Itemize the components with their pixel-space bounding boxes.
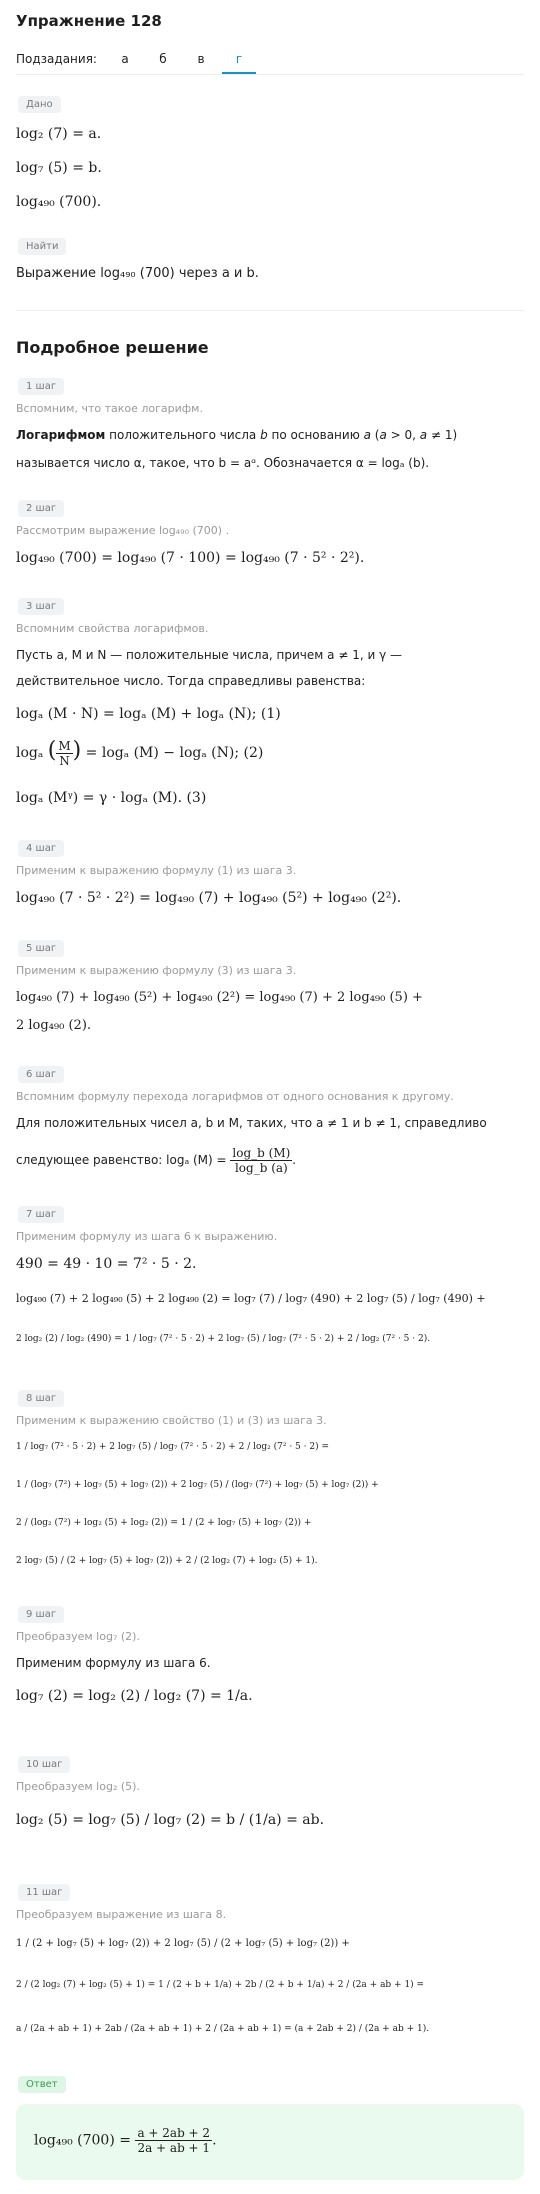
step-6-frac	[230, 1146, 292, 1175]
step-10-hint: Преобразуем log₂ (5).	[16, 1780, 140, 1793]
term-bold: Логарифмом	[16, 428, 106, 442]
given-line-3: log₄₉₀ (700).	[16, 194, 102, 210]
answer-num: a + 2ab + 2	[137, 2126, 211, 2140]
tab-v[interactable]: в	[197, 52, 205, 66]
step-1-text-1-rest: положительного числа b по основанию a (a > 0, a ≠ 1)	[105, 428, 458, 442]
step-9-formula: log₇ (2) = log₂ (2) / log₂ (7) = 1/a.	[16, 1688, 253, 1704]
step-5-badge: 5 шаг	[18, 940, 64, 957]
f2-frac	[56, 739, 72, 768]
step-10-badge: 10 шаг	[18, 1756, 70, 1773]
tab-a[interactable]: а	[121, 52, 129, 66]
step-11-badge: 11 шаг	[18, 1884, 70, 1901]
tab-b[interactable]: б	[159, 52, 167, 66]
step-2-hint: Рассмотрим выражение log₄₉₀ (700) .	[16, 524, 230, 537]
step-1-badge: 1 шаг	[18, 378, 64, 395]
find-text: Выражение log₄₉₀ (700) через a и b.	[16, 266, 259, 281]
step-6-text-1: Для положительных чисел a, b и M, таких, что a ≠ 1 и b ≠ 1, справедливо	[16, 1116, 487, 1130]
f2-right: = logₐ (M) − logₐ (N); (2)	[85, 745, 264, 761]
step-3-hint: Вспомним свойства логарифмов.	[16, 622, 209, 635]
step-8-formula-2: 1 / (log₇ (7²) + log₇ (5) + log₇ (2)) + 2 log₇ (5) / (log₇ (7²) + log₇ (5) + log₇ (2)) +	[16, 1480, 379, 1490]
answer-left: log₄₉₀ (700) =	[34, 2132, 131, 2149]
step-9-badge: 9 шаг	[18, 1606, 64, 1623]
answer-frac	[135, 2126, 212, 2155]
find-badge: Найти	[18, 238, 66, 255]
given-line-1: log₂ (7) = a.	[16, 126, 102, 142]
answer-den: 2a + ab + 1	[137, 2141, 211, 2155]
step-4-badge: 4 шаг	[18, 840, 64, 857]
given-badge: Дано	[18, 96, 61, 113]
section-divider	[16, 310, 524, 311]
solution-title: Подробное решение	[16, 338, 209, 357]
step-2-formula: log₄₉₀ (700) = log₄₉₀ (7 · 100) = log₄₉₀ (7 · 5² · 2²).	[16, 550, 365, 566]
step-8-formula-1: 1 / log₇ (7² · 5 · 2) + 2 log₇ (5) / log₇ (7² · 5 · 2) + 2 / log₂ (7² · 5 · 2) =	[16, 1442, 330, 1452]
answer-box	[16, 2104, 524, 2180]
step-3-formula-2: logₐ ( $\frac{M}{N}$ ) = logₐ (M) − logₐ (N); (2)	[16, 738, 264, 768]
step-3-text-2: действительное число. Тогда справедливы равенства:	[16, 674, 366, 688]
f2-den: N	[59, 753, 70, 768]
step-8-hint: Применим к выражению свойство (1) и (3) из шага 3.	[16, 1414, 327, 1427]
answer-badge: Ответ	[18, 2076, 66, 2093]
subtasks-label: Подзадания:	[16, 52, 97, 66]
step-7-badge: 7 шаг	[18, 1206, 64, 1223]
step-3-text-1: Пусть a, M и N — положительные числа, причем a ≠ 1, и γ —	[16, 648, 402, 662]
step-7-formula-1: 490 = 49 · 10 = 7² · 5 · 2.	[16, 1256, 197, 1272]
step-5-formula-2: 2 log₄₉₀ (2).	[16, 1018, 92, 1033]
step-1-text-2: называется число α, такое, что b = aᵅ. Обозначается α = logₐ (b).	[16, 456, 430, 470]
step-3-formula-1: logₐ (M · N) = logₐ (M) + logₐ (N); (1)	[16, 706, 281, 722]
given-line-2: log₇ (5) = b.	[16, 160, 102, 176]
tabs-divider	[16, 74, 524, 75]
step-6-badge: 6 шаг	[18, 1066, 64, 1083]
step-3-formula-3: logₐ (Mᵞ) = γ · logₐ (M). (3)	[16, 790, 207, 806]
step-11-formula-2: 2 / (2 log₂ (7) + log₂ (5) + 1) = 1 / (2 + b + 1/a) + 2b / (2 + b + 1/a) + 2 / (2a + ab + 1) =	[16, 1980, 425, 1990]
step-7-formula-2: log₄₉₀ (7) + 2 log₄₉₀ (5) + 2 log₄₉₀ (2) = log₇ (7) / log₇ (490) + 2 log₇ (5) / log₇ (490) +	[16, 1292, 486, 1305]
step-2-badge: 2 шаг	[18, 500, 64, 517]
step-6-frac-den: log_b (a)	[234, 1161, 288, 1175]
step-1-text-1	[16, 428, 457, 442]
step-9-text: Применим формулу из шага 6.	[16, 1656, 211, 1670]
step-6-hint: Вспомним формулу перехода логарифмов от одного основания к другому.	[16, 1090, 454, 1103]
step-6-frac-num: log_b (M)	[232, 1146, 291, 1160]
step-7-hint: Применим формулу из шага 6 к выражению.	[16, 1230, 278, 1243]
step-6-text-2: следующее равенство: logₐ (M) = $\frac{\log\_b (M)}{\log\_b (a)}$ .	[16, 1146, 297, 1175]
step-8-formula-3: 2 / (log₂ (7²) + log₂ (5) + log₂ (2)) = 1 / (2 + log₇ (5) + log₇ (2)) +	[16, 1518, 312, 1528]
answer-formula: log₄₉₀ (700) = $\frac{a + 2ab + 2}{2a + ab + 1}$ .	[34, 2126, 217, 2155]
step-11-formula-1: 1 / (2 + log₇ (5) + log₇ (2)) + 2 log₇ (5) / (2 + log₇ (5) + log₇ (2)) +	[16, 1938, 350, 1949]
step-5-formula-1: log₄₉₀ (7) + log₄₉₀ (5²) + log₄₉₀ (2²) = log₄₉₀ (7) + 2 log₄₉₀ (5) +	[16, 990, 423, 1005]
tab-g[interactable]: г	[235, 52, 243, 66]
step-10-formula: log₂ (5) = log₇ (5) / log₇ (2) = b / (1/a) = ab.	[16, 1812, 325, 1828]
step-7-formula-3: 2 log₂ (2) / log₂ (490) = 1 / log₇ (7² · 5 · 2) + 2 log₇ (5) / log₇ (7² · 5 · 2) + 2 / log₂ (7² · 5 · 2).	[16, 1334, 431, 1344]
step-6-text-2-lead: следующее равенство: logₐ (M) =	[16, 1153, 227, 1167]
step-4-hint: Применим к выражению формулу (1) из шага 3.	[16, 864, 297, 877]
step-8-badge: 8 шаг	[18, 1390, 64, 1407]
step-4-formula: log₄₉₀ (7 · 5² · 2²) = log₄₉₀ (7) + log₄₉₀ (5²) + log₄₉₀ (2²).	[16, 890, 402, 906]
step-5-hint: Применим к выражению формулу (3) из шага 3.	[16, 964, 297, 977]
page-title: Упражнение 128	[16, 12, 162, 30]
step-3-badge: 3 шаг	[18, 598, 64, 615]
step-9-hint: Преобразуем log₇ (2).	[16, 1630, 140, 1643]
step-1-hint: Вспомним, что такое логарифм.	[16, 402, 203, 415]
step-11-hint: Преобразуем выражение из шага 8.	[16, 1908, 227, 1921]
step-8-formula-4: 2 log₇ (5) / (2 + log₇ (5) + log₇ (2)) + 2 / (2 log₂ (7) + log₂ (5) + 1).	[16, 1556, 318, 1566]
step-11-formula-3: a / (2a + ab + 1) + 2ab / (2a + ab + 1) + 2 / (2a + ab + 1) = (a + 2ab + 2) / (2a + ab + 1).	[16, 2024, 430, 2034]
f2-left: logₐ	[16, 745, 44, 761]
f2-num: M	[58, 738, 71, 753]
